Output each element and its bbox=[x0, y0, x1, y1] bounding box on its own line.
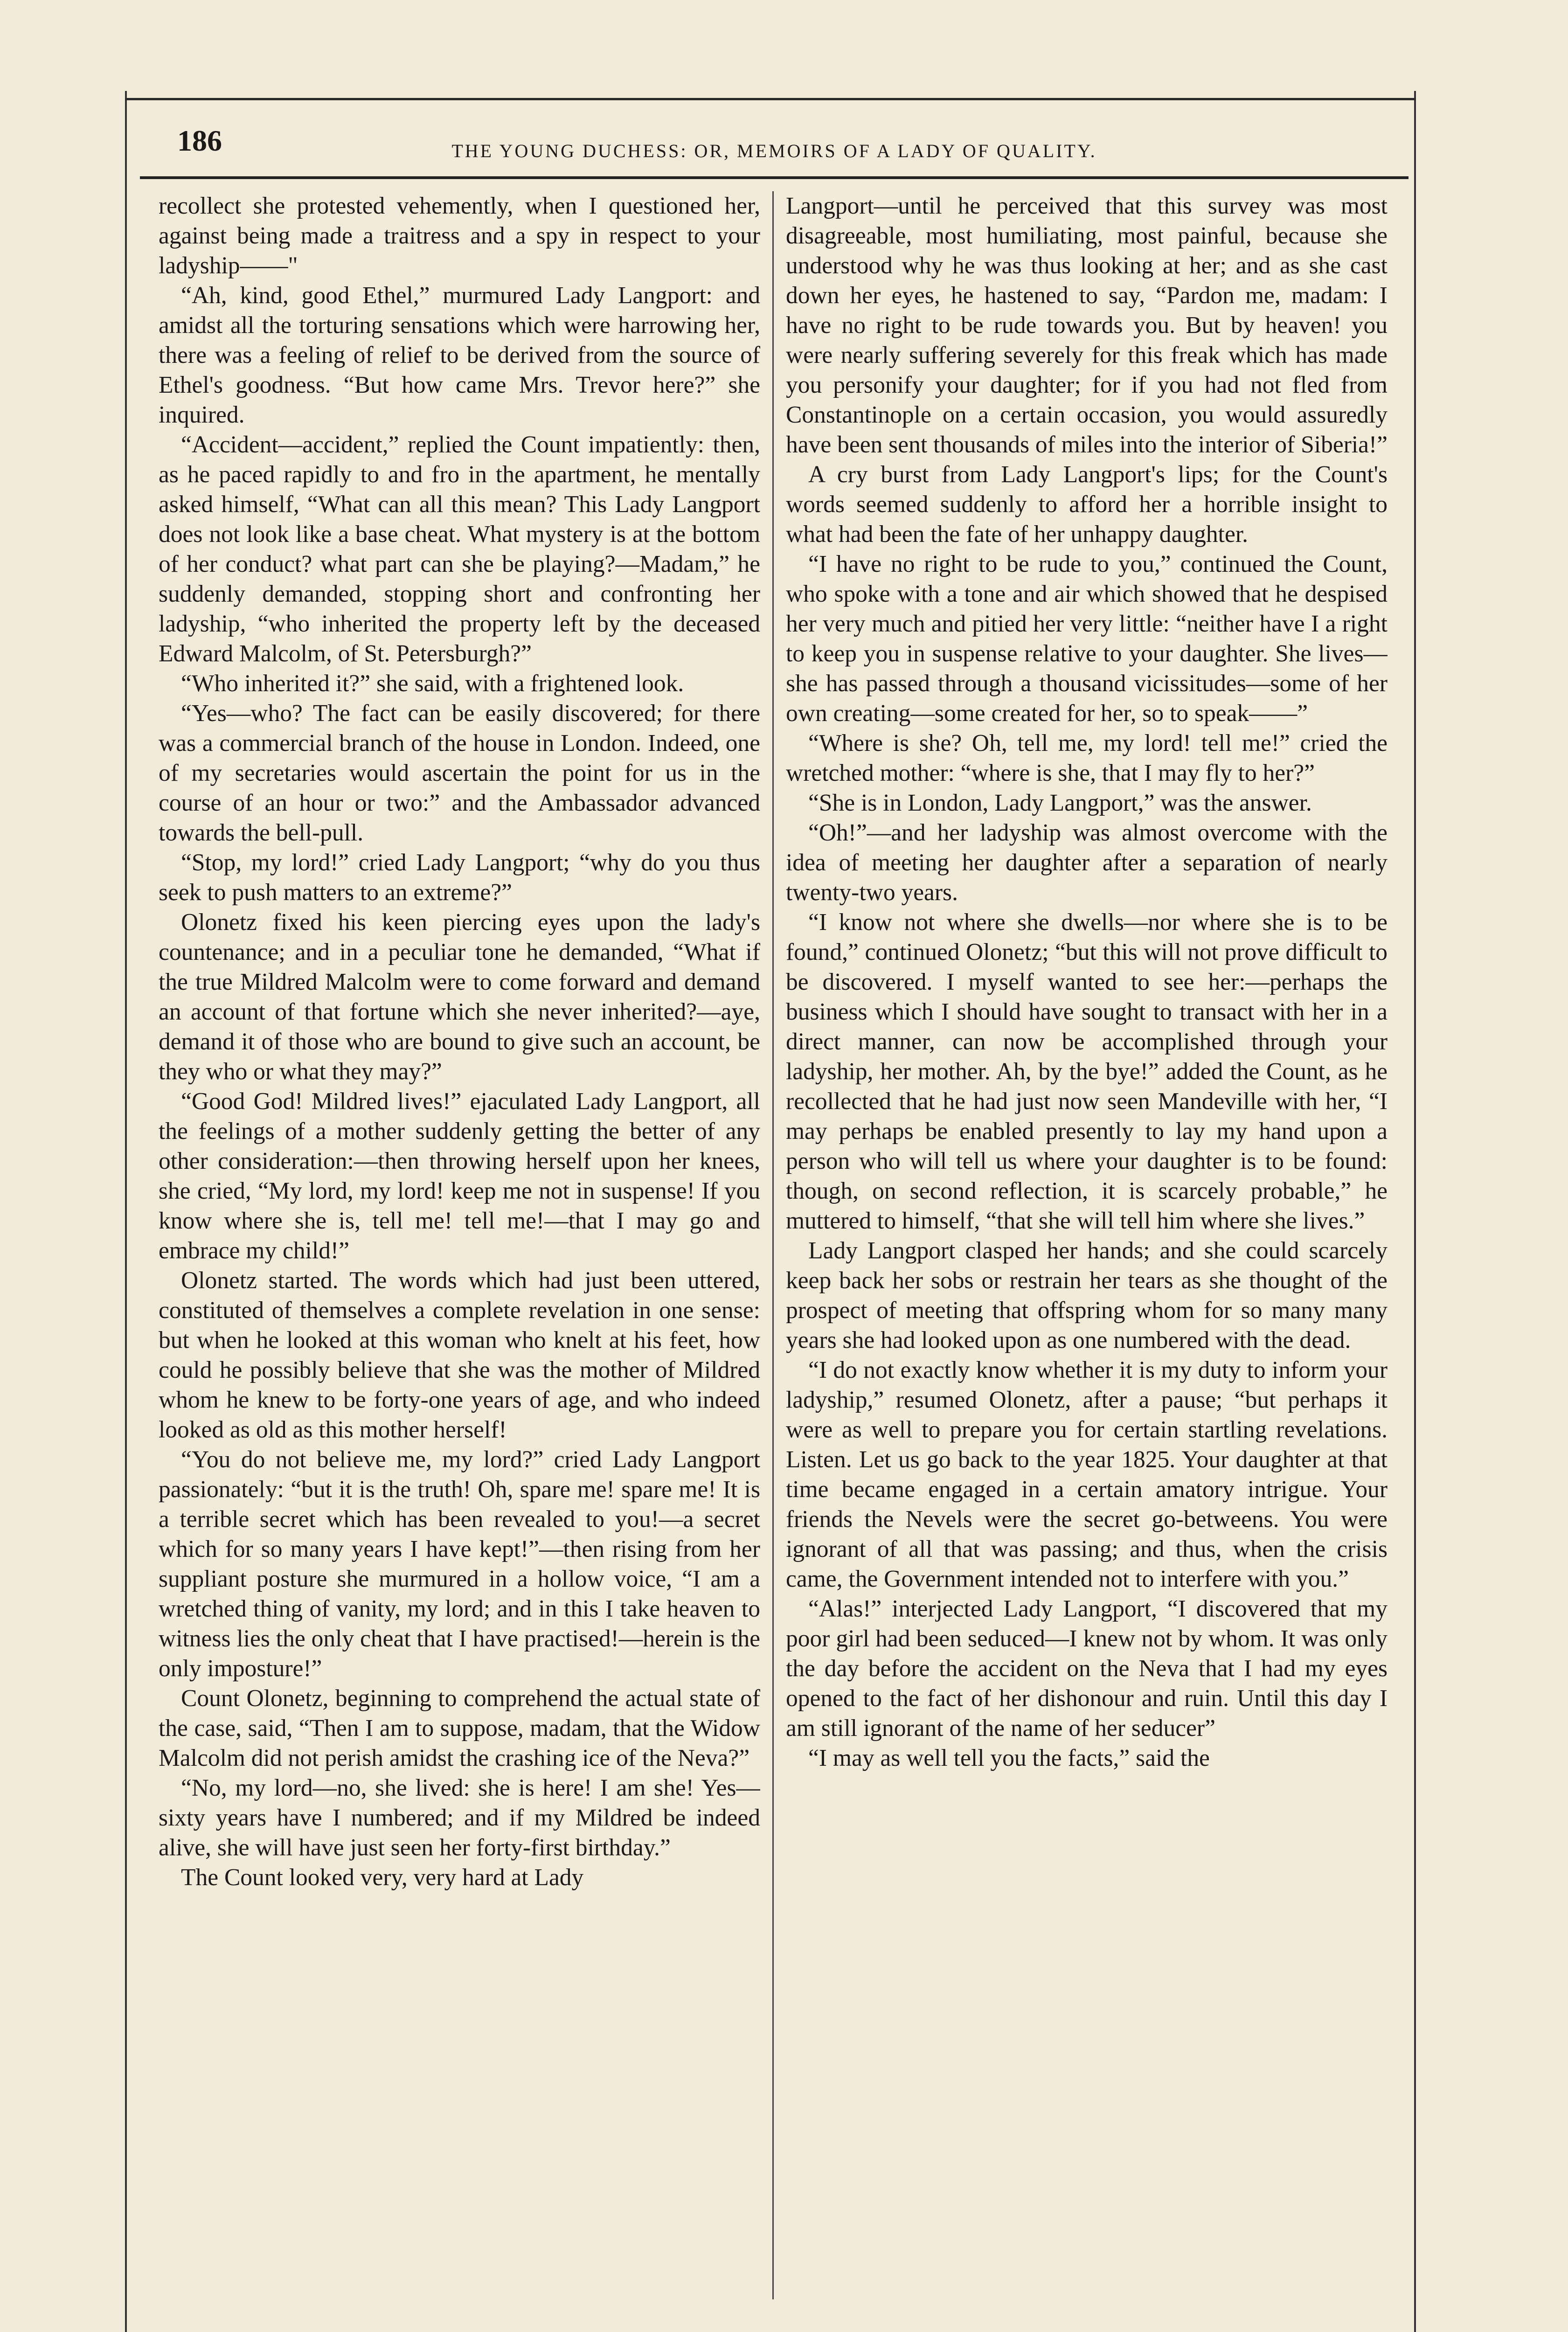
paragraph: recollect she protested vehemently, when I questioned her, against being made a traitress and a spy in respect to your ladyship——" bbox=[159, 193, 760, 279]
paragraph: “Accident—accident,” replied the Count impatiently: then, as he paced rapidly to and fro in the apartment, he mentally asked himself, “What can all this mean? This Lady Langport does not look like a base cheat. What mystery is at the bottom of her conduct? what part can she be playing?—Madam,” he suddenly demanded, stopping short and confronting her ladyship, “who inherited the property left by the deceased Edward Malcolm, of St. Petersburgh?” bbox=[159, 431, 760, 667]
left-column bbox=[159, 191, 760, 2299]
paragraph: “She is in London, Lady Langport,” was the answer. bbox=[808, 790, 1312, 816]
paragraph: “No, my lord—no, she lived: she is here! I am she! Yes—sixty years have I numbered; and if my Mildred be indeed alive, she will have just seen her forty-first birthday.” bbox=[159, 1775, 760, 1861]
right-column bbox=[786, 191, 1388, 2299]
paragraph: “Where is she? Oh, tell me, my lord! tell me!” cried the wretched mother: “where is she, that I may fly to her?” bbox=[786, 730, 1388, 786]
paragraph: “Who inherited it?” she said, with a frightened look. bbox=[181, 670, 684, 697]
paragraph: “Ah, kind, good Ethel,” murmured Lady Langport: and amidst all the torturing sensations which were harrowing her, there was a feeling of relief to be derived from the source of Ethel's goodness. “But how came Mrs. Trevor here?” she inquired. bbox=[159, 282, 760, 428]
paragraph: “Good God! Mildred lives!” ejaculated Lady Langport, all the feelings of a mother suddenly getting the better of any other consideration:—then throwing herself upon her knees, she cried, “My lord, my lord! keep me not in suspense! If you know where she is, tell me! tell me!—that I may go and embrace my child!” bbox=[159, 1088, 760, 1264]
page-number: 186 bbox=[177, 124, 222, 157]
paragraph: Olonetz started. The words which had just been uttered, constituted of themselves a complete revelation in one sense: but when he looked at this woman who knelt at his feet, how could he possibly believe that she was the mother of Mildred whom he knew to be forty-one years of age, and who indeed looked as old as this mother herself! bbox=[159, 1267, 760, 1443]
paragraph: “Alas!” interjected Lady Langport, “I discovered that my poor girl had been seduced—I knew not by whom. It was only the day before the accident on the Neva that I had my eyes opened to the fact of her dishonour and ruin. Until this day I am still ignorant of the name of her seducer” bbox=[786, 1596, 1388, 1742]
paragraph: “I may as well tell you the facts,” said the bbox=[808, 1745, 1210, 1771]
paragraph: “Stop, my lord!” cried Lady Langport; “why do you thus seek to push matters to an extreme?” bbox=[159, 849, 760, 906]
paragraph: The Count looked very, very hard at Lady bbox=[181, 1864, 584, 1891]
paragraph: Langport—until he perceived that this survey was most disagreeable, most humiliating, most painful, because she understood why he was thus looking at her; and as she cast down her eyes, he hastened to say, “Pardon me, madam: I have no right to be rude towards you. But by heaven! you were nearly suffering severely for this freak which has made you personify your daughter; for if you had not fled from Constantinople on a certain occasion, you would assuredly have been sent thousands of miles into the interior of Siberia!” bbox=[786, 193, 1388, 458]
paragraph: “You do not believe me, my lord?” cried Lady Langport passionately: “but it is the truth! Oh, spare me! spare me! It is a terrible secret which has been revealed to you!—a secret which for so many years I have kept!”—then rising from her suppliant posture she murmured in a hollow voice, “I am a wretched thing of vanity, my lord; and in this I take heaven to witness lies the only cheat that I have practised!—herein is the only imposture!” bbox=[159, 1446, 760, 1682]
running-title: THE YOUNG DUCHESS: OR, MEMOIRS OF A LADY OF QUALITY. bbox=[451, 140, 1097, 161]
paragraph: Count Olonetz, beginning to comprehend the actual state of the case, said, “Then I am to suppose, madam, that the Widow Malcolm did not perish amidst the crashing ice of the Neva?” bbox=[159, 1685, 760, 1771]
top-rule bbox=[125, 98, 1416, 100]
column-divider bbox=[772, 191, 774, 2299]
paragraph: “I have no right to be rude to you,” continued the Count, who spoke with a tone and air which showed that he despised her very much and pitied her very little: “neither have I a right to keep you in suspense relative to your daughter. She lives—she has passed through a thousand vicissitudes—some of her own creating—some created for her, so to speak——” bbox=[786, 551, 1388, 727]
header-rule bbox=[140, 176, 1408, 179]
paragraph: “Oh!”—and her ladyship was almost overcome with the idea of meeting her daughter after a separation of nearly twenty-two years. bbox=[786, 819, 1388, 906]
paragraph: Lady Langport clasped her hands; and she could scarcely keep back her sobs or restrain her tears as she thought of the prospect of meeting that offspring whom for so many many years she had looked upon as one numbered with the dead. bbox=[786, 1237, 1388, 1353]
paragraph: “I do not exactly know whether it is my duty to inform your ladyship,” resumed Olonetz, after a pause; “but perhaps it were as well to prepare you for certain startling revelations. Listen. Let us go back to the year 1825. Your daughter at that time became engaged in a certain amatory intrigue. Your friends the Nevels were the secret go-betweens. You were ignorant of all that was passing; and thus, when the crisis came, the Government intended not to interfere with you.” bbox=[786, 1357, 1388, 1592]
paragraph: Olonetz fixed his keen piercing eyes upon the lady's countenance; and in a peculiar tone he demanded, “What if the true Mildred Malcolm were to come forward and demand an account of that fortune which she never inherited?—aye, demand it of those who are bound to give such an account, be they who or what they may?” bbox=[159, 909, 760, 1085]
paragraph: “Yes—who? The fact can be easily discovered; for there was a commercial branch of the house in London. Indeed, one of my secretaries would ascertain the point for us in the course of an hour or two:” and the Ambassador advanced towards the bell-pull. bbox=[159, 700, 760, 846]
page-header bbox=[140, 119, 1408, 170]
paragraph: “I know not where she dwells—nor where she is to be found,” continued Olonetz; “but this will not prove difficult to be discovered. I myself wanted to see her:—perhaps the business which I should have sought to transact with her in a direct manner, can now be accomplished through your ladyship, her mother. Ah, by the bye!” added the Count, as he recollected that he had just now seen Mandeville with her, “I may perhaps be enabled presently to lay my hand upon a person who will tell us where your daughter is to be found: though, on second reflection, it is scarcely probable,” he muttered to himself, “that she will tell him where she lives.” bbox=[786, 909, 1388, 1234]
paragraph: A cry burst from Lady Langport's lips; for the Count's words seemed suddenly to afford her a horrible insight to what had been the fate of her unhappy daughter. bbox=[786, 461, 1388, 548]
